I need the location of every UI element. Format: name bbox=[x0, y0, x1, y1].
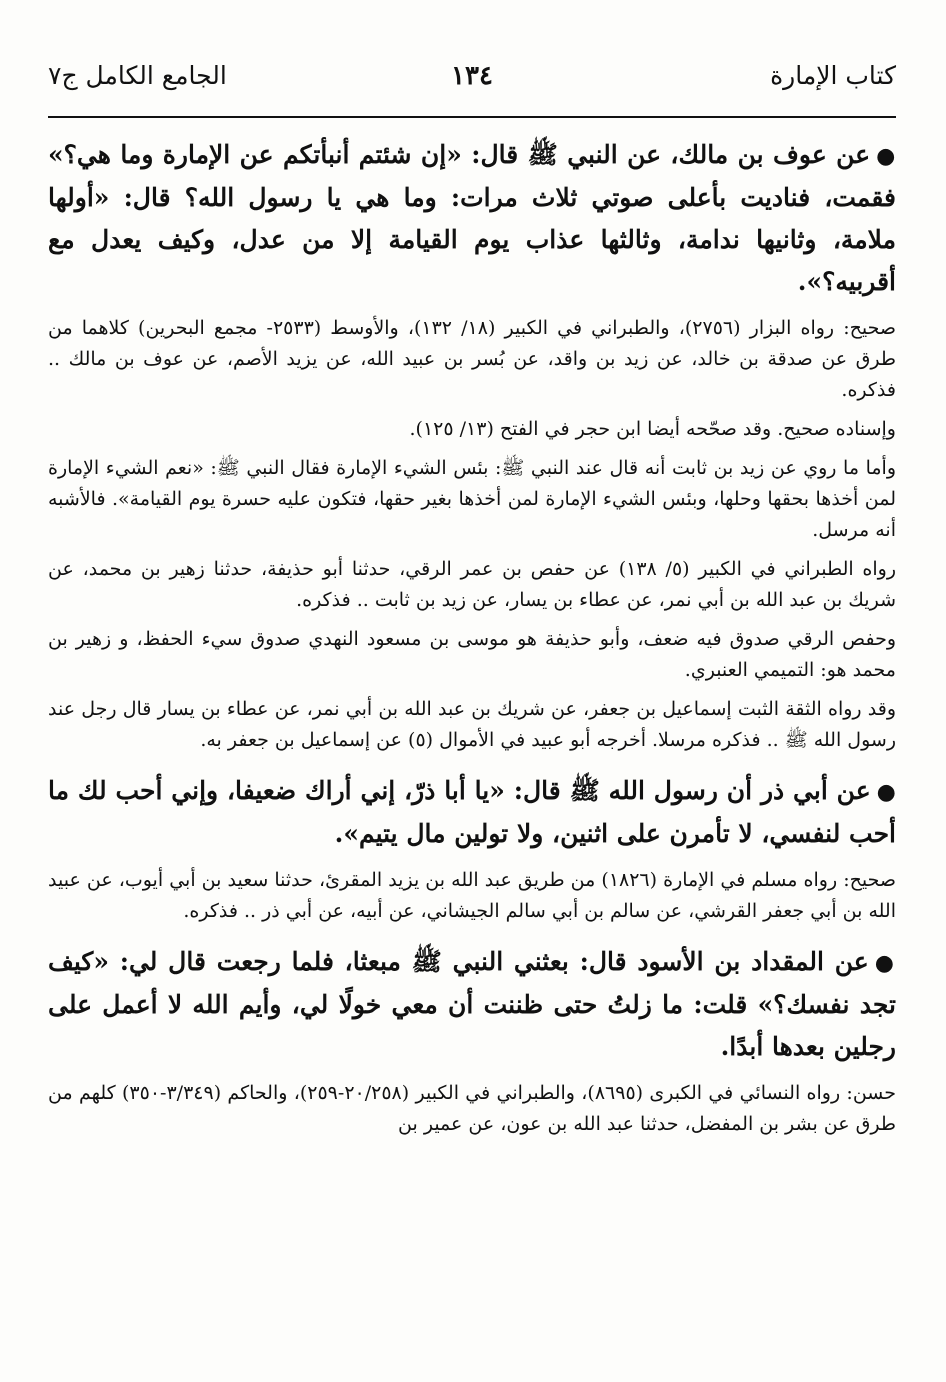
page-header bbox=[48, 0, 896, 120]
collection-title: الجامع الكامل ج٧ bbox=[48, 61, 227, 90]
page-content bbox=[48, 134, 896, 1140]
hadith-paragraph bbox=[48, 770, 896, 855]
hadith-paragraph bbox=[48, 941, 896, 1068]
hadith-text: عن عوف بن مالك، عن النبي ﷺ قال: «إن شئتم أنبأتكم عن الإمارة وما هي؟» فقمت، فناديت بأعلى صوتي ثلاث مرات: وما هي يا رسول الله؟ قال: «أولها ملامة، وثانيها ندامة، وثالثها عذاب يوم القيامة إلا من عدل، وكيف يعدل مع أقربيه؟». bbox=[48, 140, 896, 296]
book-title: كتاب الإمارة bbox=[770, 61, 896, 90]
hadith-text: عن المقداد بن الأسود قال: بعثني النبي ﷺ مبعثا، فلما رجعت قال لي: «كيف تجد نفسك؟» قلت: ما زلتُ حتى ظننت أن معي خولًا لي، وأيم الله لا أعمل على رجلين بعدها أبدًا. bbox=[48, 947, 896, 1061]
takhrij-paragraph: رواه الطبراني في الكبير (٥/ ١٣٨) عن حفص بن عمر الرقي، حدثنا أبو حذيفة، حدثنا زهير بن محمد، عن شريك بن عبد الله بن أبي نمر، عن عطاء بن يسار، عن زيد بن ثابت .. فذكره. bbox=[48, 558, 897, 611]
takhrij-paragraph: حسن: رواه النسائي في الكبرى (٨٦٩٥)، والطبراني في الكبير (٢٠/٢٥٨-٢٥٩)، والحاكم (٣/٣٤٩-٣٥٠) كلهم من طرق عن بشر بن المفضل، حدثنا عبد الله بن عون، عن عمير بن bbox=[48, 1082, 896, 1135]
header-divider bbox=[48, 116, 896, 118]
hadith-text: عن أبي ذر أن رسول الله ﷺ قال: «يا أبا ذرّ، إني أراك ضعيفا، وإني أحب لك ما أحب لنفسي، لا تأمرن على اثنين، ولا تولين مال يتيم». bbox=[48, 776, 896, 848]
takhrij-paragraph: وقد رواه الثقة الثبت إسماعيل بن جعفر، عن شريك بن عبد الله بن أبي نمر، عن عطاء بن يسار قال رجل عند رسول الله ﷺ .. فذكره مرسلا. أخرجه أبو عبيد في الأموال (٥) عن إسماعيل بن جعفر به. bbox=[48, 698, 896, 751]
hadith-paragraph bbox=[48, 134, 896, 303]
bullet-icon: ● bbox=[876, 779, 896, 805]
takhrij-paragraph: وأما ما روي عن زيد بن ثابت أنه قال عند النبي ﷺ: بئس الشيء الإمارة فقال النبي ﷺ: «نعم الشيء الإمارة لمن أخذها بحقها وحلها، وبئس الشيء الإمارة لمن أخذها بغير حقها، فتكون عليه حسرة يوم القيامة». فالأشبه أنه مرسل. bbox=[48, 457, 896, 541]
takhrij-paragraph: صحيح: رواه مسلم في الإمارة (١٨٢٦) من طريق عبد الله بن يزيد المقرئ، حدثنا سعيد بن أبي أيوب، عن عبيد الله بن أبي جعفر القرشي، عن سالم بن أبي سالم الجيشاني، عن أبيه، عن أبي ذر .. فذكره. bbox=[48, 869, 896, 922]
takhrij-paragraph: وإسناده صحيح. وقد صحّحه أيضا ابن حجر في الفتح (١٣/ ١٢٥). bbox=[409, 418, 896, 440]
bullet-icon: ● bbox=[874, 950, 897, 976]
bullet-icon: ● bbox=[876, 143, 896, 169]
takhrij-paragraph: وحفص الرقي صدوق فيه ضعف، وأبو حذيفة هو موسى بن مسعود النهدي صدوق سيء الحفظ، و زهير بن محمد هو: التميمي العنبري. bbox=[48, 628, 896, 681]
takhrij-paragraph: صحيح: رواه البزار (٢٧٥٦)، والطبراني في الكبير (١٨/ ١٣٢)، والأوسط (٢٥٣٣- مجمع البحرين) كلاهما من طرق عن صدقة بن خالد، عن زيد بن واقد، عن بُسر بن عبيد الله، عن يزيد الأصم، عن عوف بن مالك .. فذكره. bbox=[48, 317, 896, 401]
page-number: ١٣٤ bbox=[451, 61, 493, 91]
